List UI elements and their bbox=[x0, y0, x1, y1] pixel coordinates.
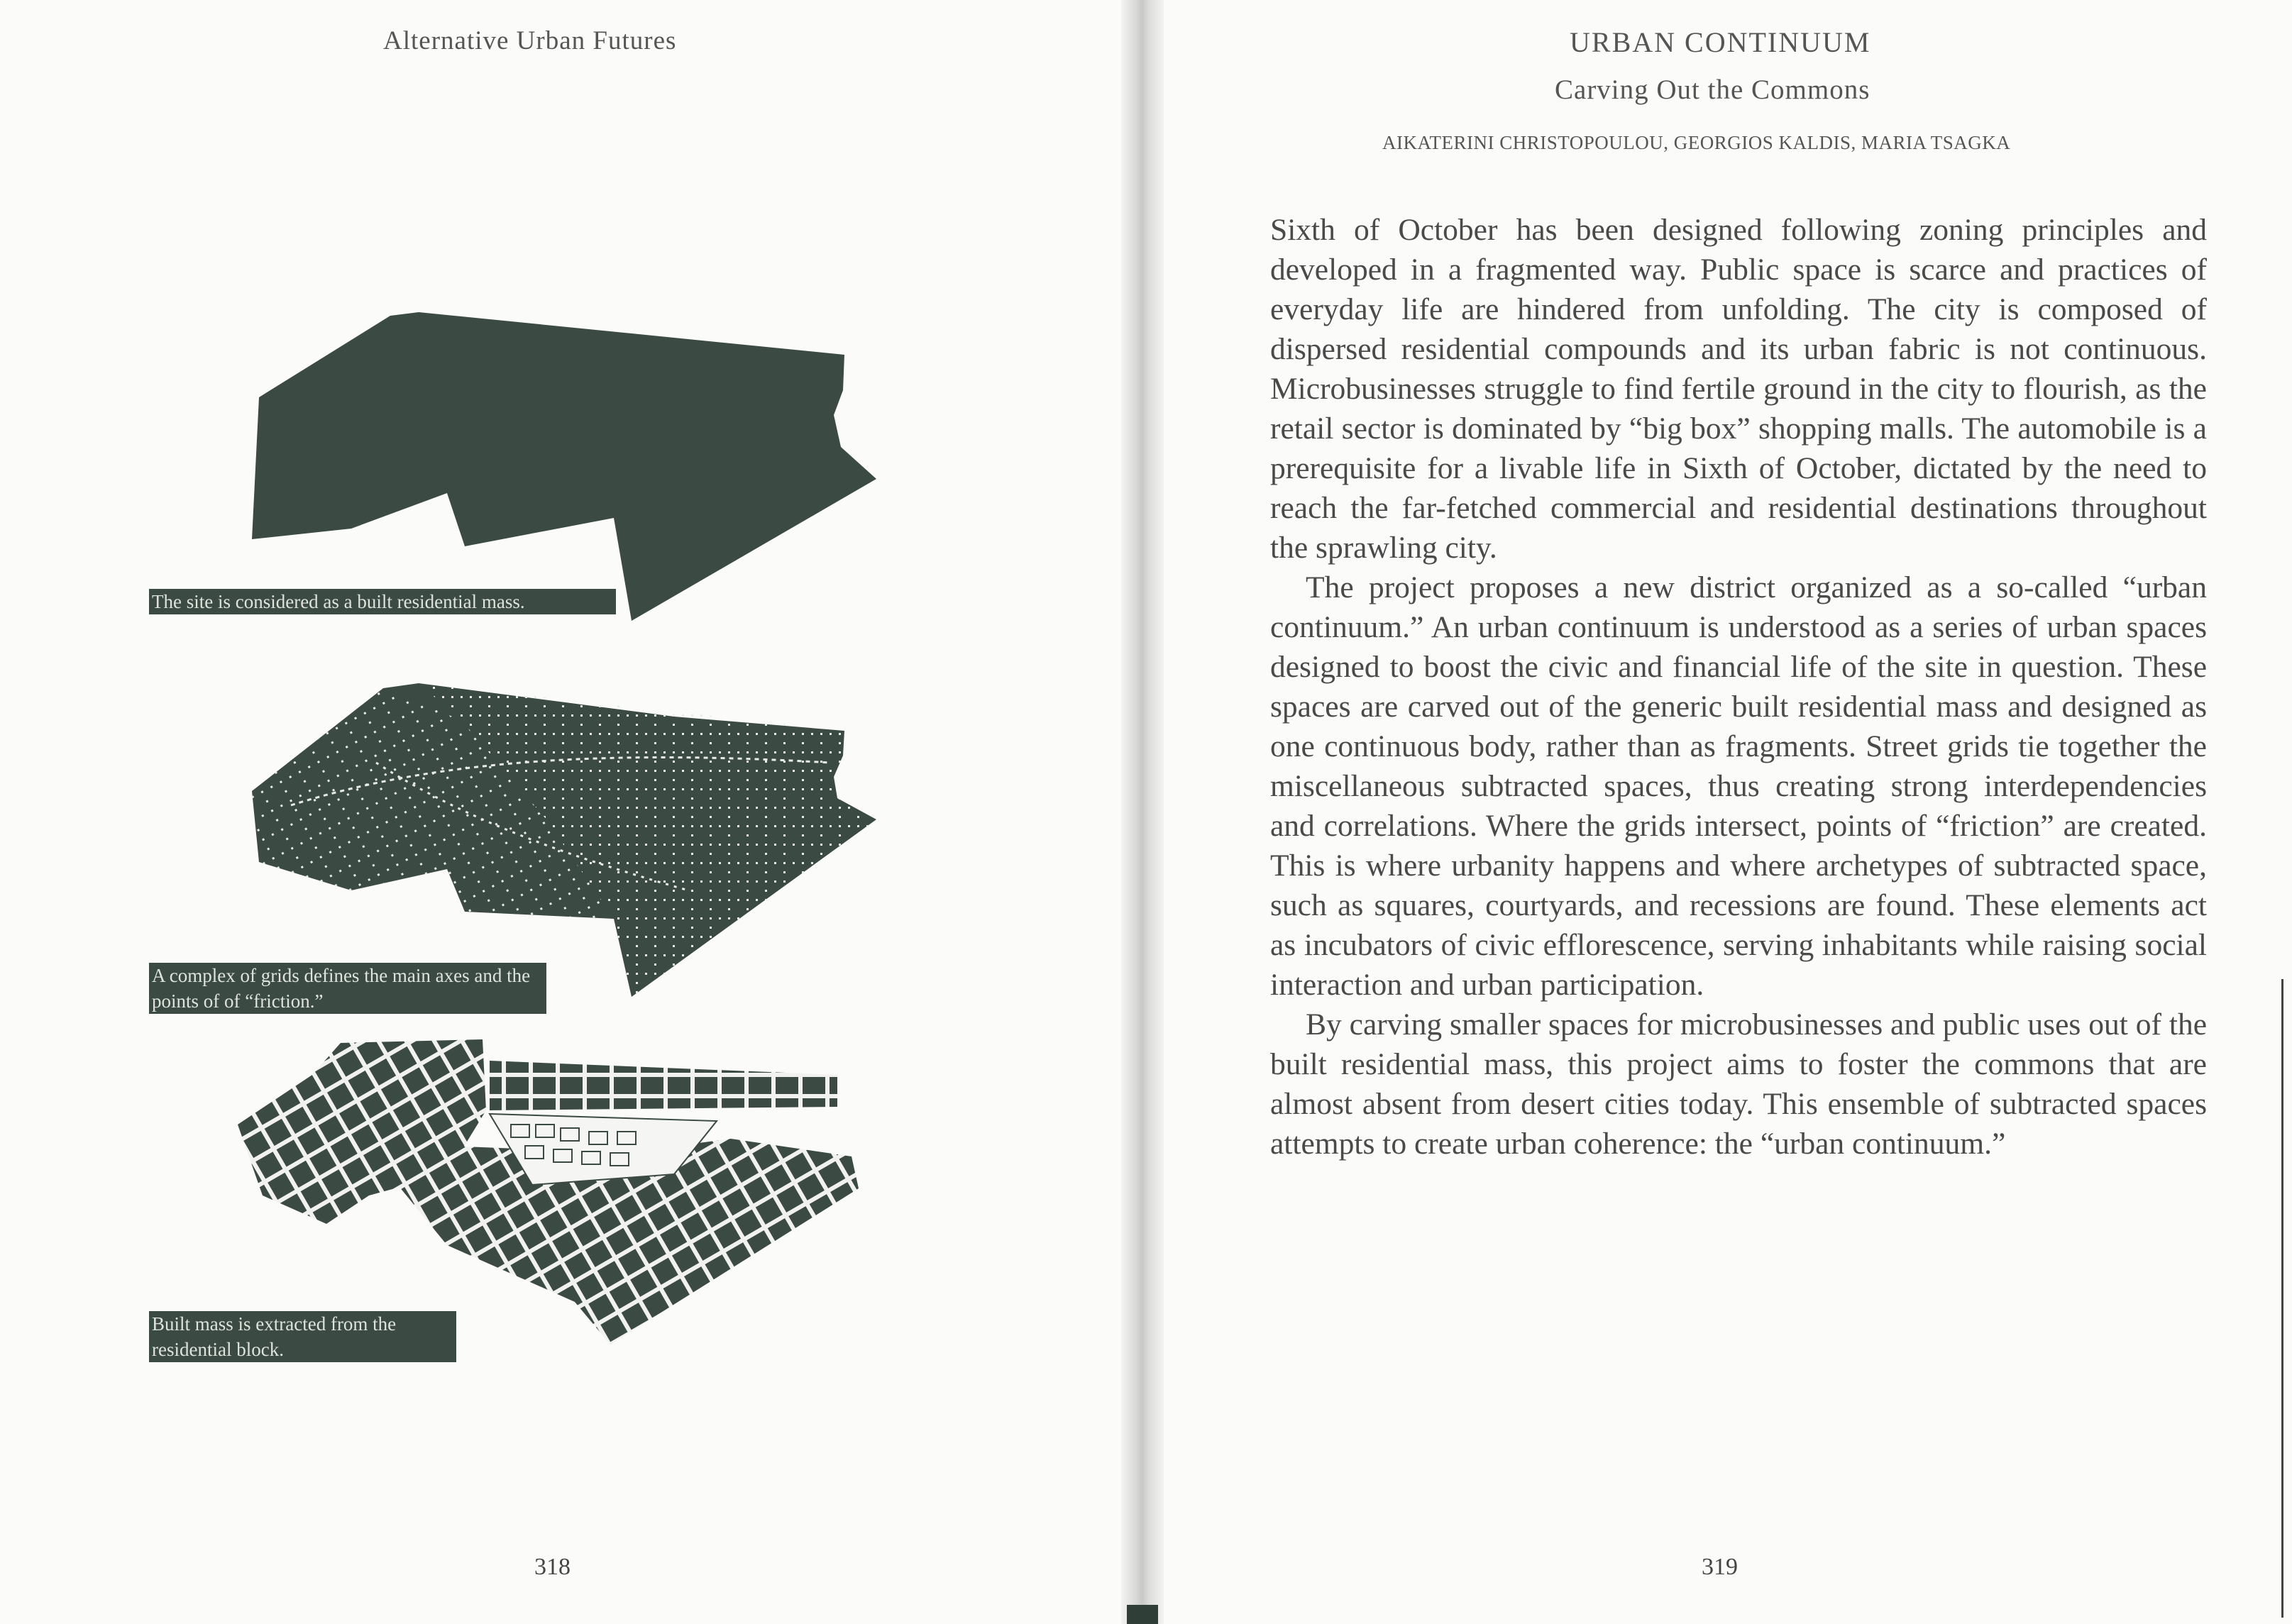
figure-caption-1: The site is considered as a built residential mass. bbox=[149, 589, 616, 614]
chapter-authors: AIKATERINI CHRISTOPOULOU, GEORGIOS KALDIS, MARIA TSAGKA bbox=[1382, 132, 2011, 153]
page-edge-line bbox=[2281, 979, 2283, 1618]
caption-2-text: A complex of grids defines the main axes and the points of of “friction.” bbox=[152, 965, 531, 1012]
chapter-subtitle: Carving Out the Commons bbox=[1555, 74, 1870, 105]
site-built-mass-diagram bbox=[248, 305, 887, 624]
grid-complex-diagram bbox=[248, 678, 887, 1004]
chapter-title: URBAN CONTINUUM bbox=[1570, 26, 1871, 58]
caption-3-text: Built mass is extracted from the residential block. bbox=[152, 1313, 397, 1360]
body-text bbox=[1270, 210, 2207, 1164]
block-cluster-north bbox=[490, 1061, 837, 1110]
page-number-right: 319 bbox=[1702, 1554, 1738, 1580]
extracted-mass-diagram bbox=[234, 1032, 887, 1359]
paragraph-3: By carving smaller spaces for microbusinesses and public uses out of the built residential mass, this project aims to foster the commons that are almost absent from desert cities today. This ensemble of subtracted spaces attempts to create urban coherence: the “urban continuum.” bbox=[1270, 1007, 2207, 1161]
page-number-left: 318 bbox=[534, 1554, 571, 1580]
paragraph-2: The project proposes a new district organized as a so-called “urban continuum.” An urban continuum is understood as a series of urban spaces designed to boost the civic and financial life of the site in question. These spaces are carved out of the generic built residential mass and designed as one continuous body, rather than as fragments. Street grids tie together the miscellaneous subtracted spaces, thus creating strong interdependencies and correlations. Where the grids intersect, points of “friction” are created. This is where urbanity happens and where archetypes of subtracted space, such as squares, courtyards, and recessions are found. These elements act as incubators of civic efflorescence, serving inhabitants while raising social interaction and urban participation. bbox=[1270, 570, 2207, 1002]
figure-caption-2 bbox=[149, 963, 546, 1014]
built-mass-shape bbox=[252, 312, 876, 621]
paragraph-1: Sixth of October has been designed following zoning principles and developed in a fragmented way. Public space is scarce and practices of everyday life are hindered from unfolding. The city is composed of dispersed residential compounds and its urban fabric is not continuous. Microbusinesses struggle to find fertile ground in the city to flourish, as the retail sector is dominated by “big box” shopping malls. The automobile is a prerequisite for a livable life in Sixth of October, dictated by the need to reach the far-fetched commercial and residential destinations throughout the sprawling city. bbox=[1270, 213, 2207, 565]
running-head-left: Alternative Urban Futures bbox=[383, 26, 677, 55]
figure-caption-3 bbox=[149, 1311, 456, 1362]
book-gutter bbox=[1121, 0, 1164, 1624]
gutter-spine-edge bbox=[1127, 1605, 1158, 1624]
